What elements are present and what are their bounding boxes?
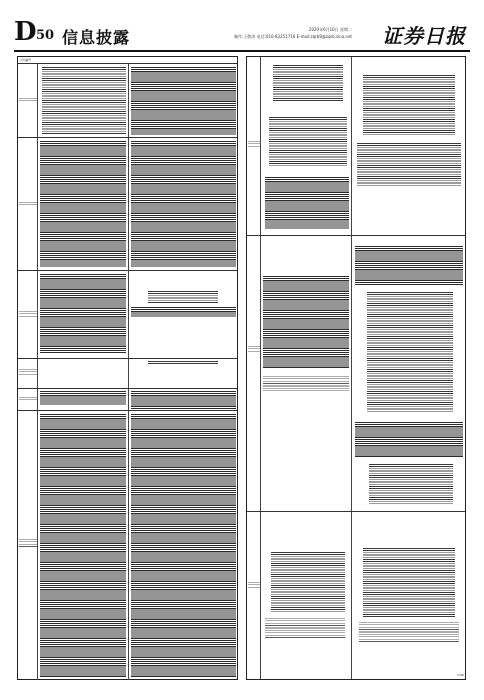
text-block xyxy=(359,622,459,642)
text-block xyxy=(273,65,343,101)
text-block xyxy=(269,117,347,167)
text-block xyxy=(40,391,126,405)
text-block xyxy=(40,414,126,678)
column-divider xyxy=(128,64,129,137)
masthead xyxy=(14,17,470,48)
text-block xyxy=(357,143,461,187)
column-divider xyxy=(128,411,129,680)
table-row xyxy=(247,57,465,235)
contact-line: 制作:王敬涛 电话:010-83251716 E-mail:zqrb9@zqrb.sina.net xyxy=(233,34,352,39)
text-block xyxy=(40,274,126,354)
row-label-cell xyxy=(18,64,38,137)
table-row xyxy=(18,388,237,410)
column-divider xyxy=(351,236,352,511)
disclosure-table-left xyxy=(17,56,238,680)
row-label-cell xyxy=(247,236,261,511)
column-divider xyxy=(128,359,129,388)
text-block xyxy=(271,552,345,612)
text-block xyxy=(131,307,236,317)
text-block xyxy=(148,291,218,303)
table-header-label: 公告编号 xyxy=(19,58,32,62)
footer-code: CYMK xyxy=(456,674,464,677)
table-row xyxy=(18,270,237,358)
text-block xyxy=(131,141,236,267)
column-divider xyxy=(351,57,352,235)
text-block xyxy=(148,361,218,365)
section-title: 信息披露 xyxy=(62,28,131,47)
date-line: 2020年6月16日 星期二 xyxy=(308,27,352,32)
masthead-rule xyxy=(14,50,470,52)
column-divider xyxy=(128,138,129,270)
row-label-cell xyxy=(247,512,261,679)
row-label-cell xyxy=(18,411,38,680)
row-label-cell xyxy=(18,359,38,388)
text-block xyxy=(363,75,455,135)
table-row xyxy=(18,137,237,270)
text-block xyxy=(265,177,349,229)
table-row xyxy=(247,235,465,511)
text-block xyxy=(355,246,463,286)
text-block xyxy=(369,464,453,504)
table-row xyxy=(18,358,237,388)
column-divider xyxy=(351,512,352,679)
text-block xyxy=(131,414,236,678)
text-block xyxy=(265,618,345,638)
row-label-cell xyxy=(18,138,38,270)
text-block xyxy=(131,391,236,409)
text-block xyxy=(42,67,126,135)
table-row xyxy=(247,511,465,679)
text-block xyxy=(355,422,463,458)
column-divider xyxy=(128,389,129,410)
text-block xyxy=(131,67,236,135)
brand-logo: 证券日报 xyxy=(382,24,466,48)
text-block xyxy=(263,276,349,368)
table-row xyxy=(18,63,237,137)
disclosure-table-right xyxy=(246,56,466,680)
column-divider xyxy=(128,271,129,358)
text-block xyxy=(367,292,453,412)
page-letter: D xyxy=(14,17,37,47)
text-block xyxy=(40,141,126,267)
page-number: 50 xyxy=(36,28,55,43)
row-label-cell xyxy=(18,271,38,358)
text-block xyxy=(363,548,455,618)
table-row xyxy=(18,410,237,680)
row-label-cell xyxy=(247,57,261,235)
row-label-cell xyxy=(18,389,38,410)
text-block xyxy=(263,376,349,392)
